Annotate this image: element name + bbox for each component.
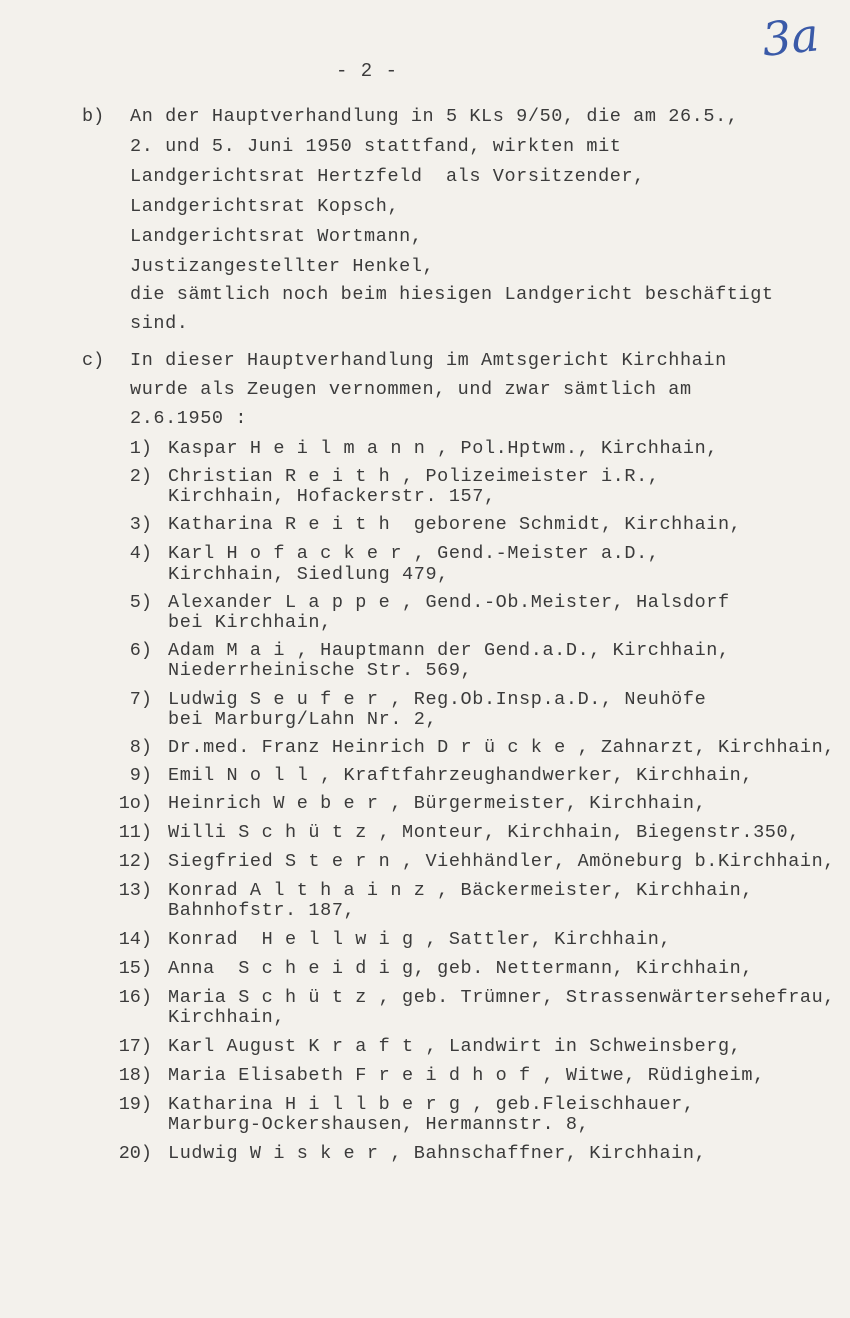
witness-line: Siegfried S t e r n , Viehhändler, Amöneburg b.Kirchhain, xyxy=(168,851,836,872)
witness-number: 2) xyxy=(129,466,152,487)
witness-line: Marburg-Ockershausen, Hermannstr. 8, xyxy=(168,1114,590,1135)
section-b-label: b) xyxy=(82,106,105,127)
witness-line: bei Kirchhain, xyxy=(168,612,332,633)
witness-line: Adam M a i , Hauptmann der Gend.a.D., Kirchhain, xyxy=(168,640,730,661)
witness-line: Karl H o f a c k e r , Gend.-Meister a.D., xyxy=(168,543,660,564)
witness-line: Christian R e i t h , Polizeimeister i.R., xyxy=(168,466,660,487)
witness-line: Emil N o l l , Kraftfahrzeughandwerker, Kirchhain, xyxy=(168,765,754,786)
page-number: - 2 - xyxy=(336,60,399,82)
handwritten-folio-mark: 3a xyxy=(759,7,822,67)
witness-number: 19) xyxy=(118,1094,152,1115)
witness-line: Kirchhain, Hofackerstr. 157, xyxy=(168,486,496,507)
witness-number: 13) xyxy=(118,880,152,901)
witness-number: 4) xyxy=(129,543,152,564)
section-b-line: Landgerichtsrat Hertzfeld als Vorsitzender, xyxy=(130,166,645,187)
witness-line: Karl August K r a f t , Landwirt in Schweinsberg, xyxy=(168,1036,742,1057)
witness-number: 7) xyxy=(129,689,152,710)
section-b-line: An der Hauptverhandlung in 5 KLs 9/50, die am 26.5., xyxy=(130,106,739,127)
section-b-line: 2. und 5. Juni 1950 stattfand, wirkten mit xyxy=(130,136,622,157)
section-b-line: die sämtlich noch beim hiesigen Landgericht beschäftigt xyxy=(130,284,774,305)
section-c-label: c) xyxy=(82,350,105,371)
witness-line: Ludwig W i s k e r , Bahnschaffner, Kirchhain, xyxy=(168,1143,707,1164)
section-b-line: Landgerichtsrat Wortmann, xyxy=(130,226,423,247)
witness-number: 5) xyxy=(129,592,152,613)
witness-number: 18) xyxy=(118,1065,152,1086)
witness-number: 9) xyxy=(129,765,152,786)
section-b-line: Landgerichtsrat Kopsch, xyxy=(130,196,400,217)
section-c-line: wurde als Zeugen vernommen, und zwar sämtlich am xyxy=(130,379,692,400)
witness-line: Kirchhain, xyxy=(168,1007,286,1028)
witness-line: Anna S c h e i d i g, geb. Nettermann, Kirchhain, xyxy=(168,958,754,979)
section-b-line: Justizangestellter Henkel, xyxy=(130,256,435,277)
witness-number: 17) xyxy=(118,1036,152,1057)
witness-line: Kaspar H e i l m a n n , Pol.Hptwm., Kirchhain, xyxy=(168,438,718,459)
witness-number: 1) xyxy=(129,438,152,459)
witness-line: Maria S c h ü t z , geb. Trümner, Strassenwärtersehefrau, xyxy=(168,987,836,1008)
witness-line: Katharina R e i t h geborene Schmidt, Kirchhain, xyxy=(168,514,742,535)
witness-line: Konrad A l t h a i n z , Bäckermeister, Kirchhain, xyxy=(168,880,754,901)
witness-number: 6) xyxy=(129,640,152,661)
witness-line: Alexander L a p p e , Gend.-Ob.Meister, Halsdorf xyxy=(168,592,730,613)
witness-line: Maria Elisabeth F r e i d h o f , Witwe, Rüdigheim, xyxy=(168,1065,765,1086)
witness-number: 1o) xyxy=(118,793,152,814)
witness-line: Konrad H e l l w i g , Sattler, Kirchhain, xyxy=(168,929,672,950)
witness-line: bei Marburg/Lahn Nr. 2, xyxy=(168,709,438,730)
section-b-line: sind. xyxy=(130,313,189,334)
witness-number: 8) xyxy=(129,737,152,758)
witness-number: 20) xyxy=(118,1143,152,1164)
witness-line: Ludwig S e u f e r , Reg.Ob.Insp.a.D., Neuhöfe xyxy=(168,689,707,710)
witness-line: Bahnhofstr. 187, xyxy=(168,900,356,921)
witness-line: Niederrheinische Str. 569, xyxy=(168,660,473,681)
witness-number: 15) xyxy=(118,958,152,979)
witness-number: 12) xyxy=(118,851,152,872)
witness-line: Dr.med. Franz Heinrich D r ü c k e , Zahnarzt, Kirchhain, xyxy=(168,737,836,758)
witness-line: Heinrich W e b e r , Bürgermeister, Kirchhain, xyxy=(168,793,707,814)
witness-line: Willi S c h ü t z , Monteur, Kirchhain, Biegenstr.350, xyxy=(168,822,800,843)
witness-number: 3) xyxy=(129,514,152,535)
witness-line: Kirchhain, Siedlung 479, xyxy=(168,564,449,585)
witness-number: 14) xyxy=(118,929,152,950)
section-c-line: 2.6.1950 : xyxy=(130,408,248,429)
section-c-line: In dieser Hauptverhandlung im Amtsgericht Kirchhain xyxy=(130,350,727,371)
witness-number: 11) xyxy=(118,822,152,843)
witness-line: Katharina H i l l b e r g , geb.Fleischhauer, xyxy=(168,1094,695,1115)
witness-number: 16) xyxy=(118,987,152,1008)
